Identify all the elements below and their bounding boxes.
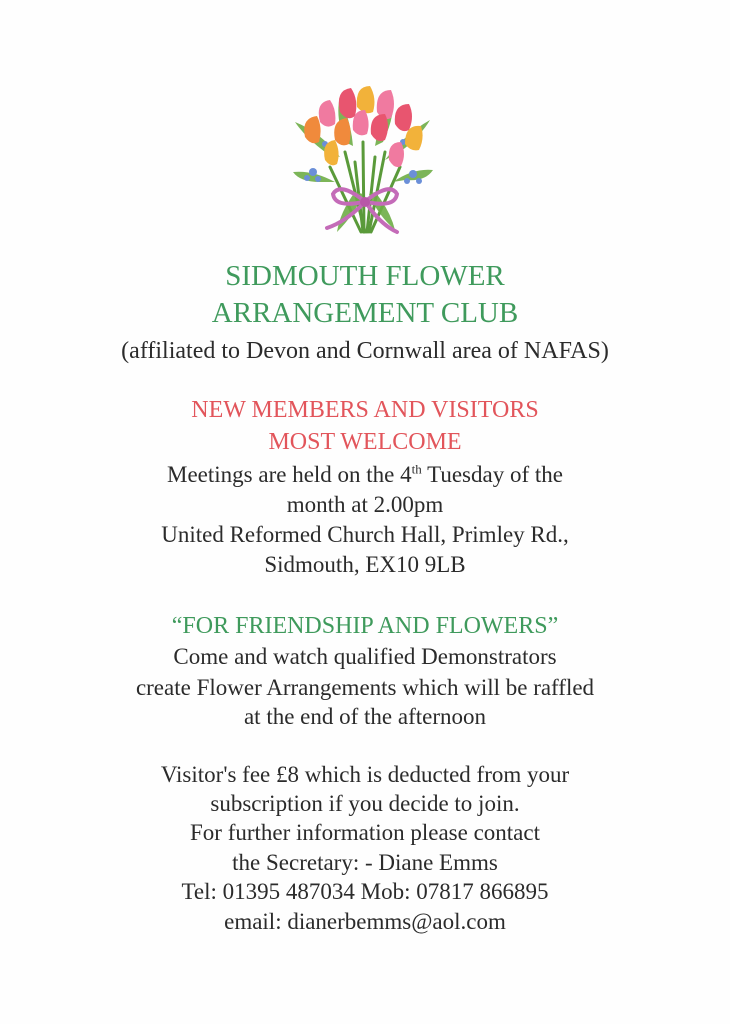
welcome-line1: NEW MEMBERS AND VISITORS <box>191 397 539 423</box>
meetings-line2: month at 2.00pm <box>286 492 444 517</box>
demo-line3: at the end of the afternoon <box>243 704 487 729</box>
phone-line: Tel: 01395 487034 Mob: 07817 866895 <box>181 879 549 904</box>
email-line: email: dianerbemms@aol.com <box>224 909 506 934</box>
motto-heading: “FOR FRIENDSHIP AND FLOWERS” <box>171 613 559 639</box>
venue-line1: United Reformed Church Hall, Primley Rd., <box>161 522 569 547</box>
demo-line2: create Flower Arrangements which will be raffled <box>135 675 595 700</box>
meetings-line1 <box>0 463 730 486</box>
affiliation-text: (affiliated to Devon and Cornwall area of NAFAS) <box>121 338 609 364</box>
club-name-line2: ARRANGEMENT CLUB <box>211 297 519 329</box>
venue-line2: Sidmouth, EX10 9LB <box>264 552 466 577</box>
meetings-ordinal-suffix: th <box>411 461 422 477</box>
fee-line2: subscription if you decide to join. <box>210 791 520 816</box>
demo-line1: Come and watch qualified Demonstrators <box>173 644 557 669</box>
meetings-line1-post: Tuesday of the <box>421 462 563 487</box>
meetings-line1-pre: Meetings are held on the 4 <box>167 462 412 487</box>
contact-line2: the Secretary: - Diane Emms <box>232 850 498 875</box>
fee-line1: Visitor's fee £8 which is deducted from your <box>160 762 570 787</box>
welcome-line2: MOST WELCOME <box>268 429 462 455</box>
club-name-line1: SIDMOUTH FLOWER <box>225 260 505 292</box>
contact-line1: For further information please contact <box>190 820 540 845</box>
tulip-bouquet-icon <box>285 82 440 242</box>
